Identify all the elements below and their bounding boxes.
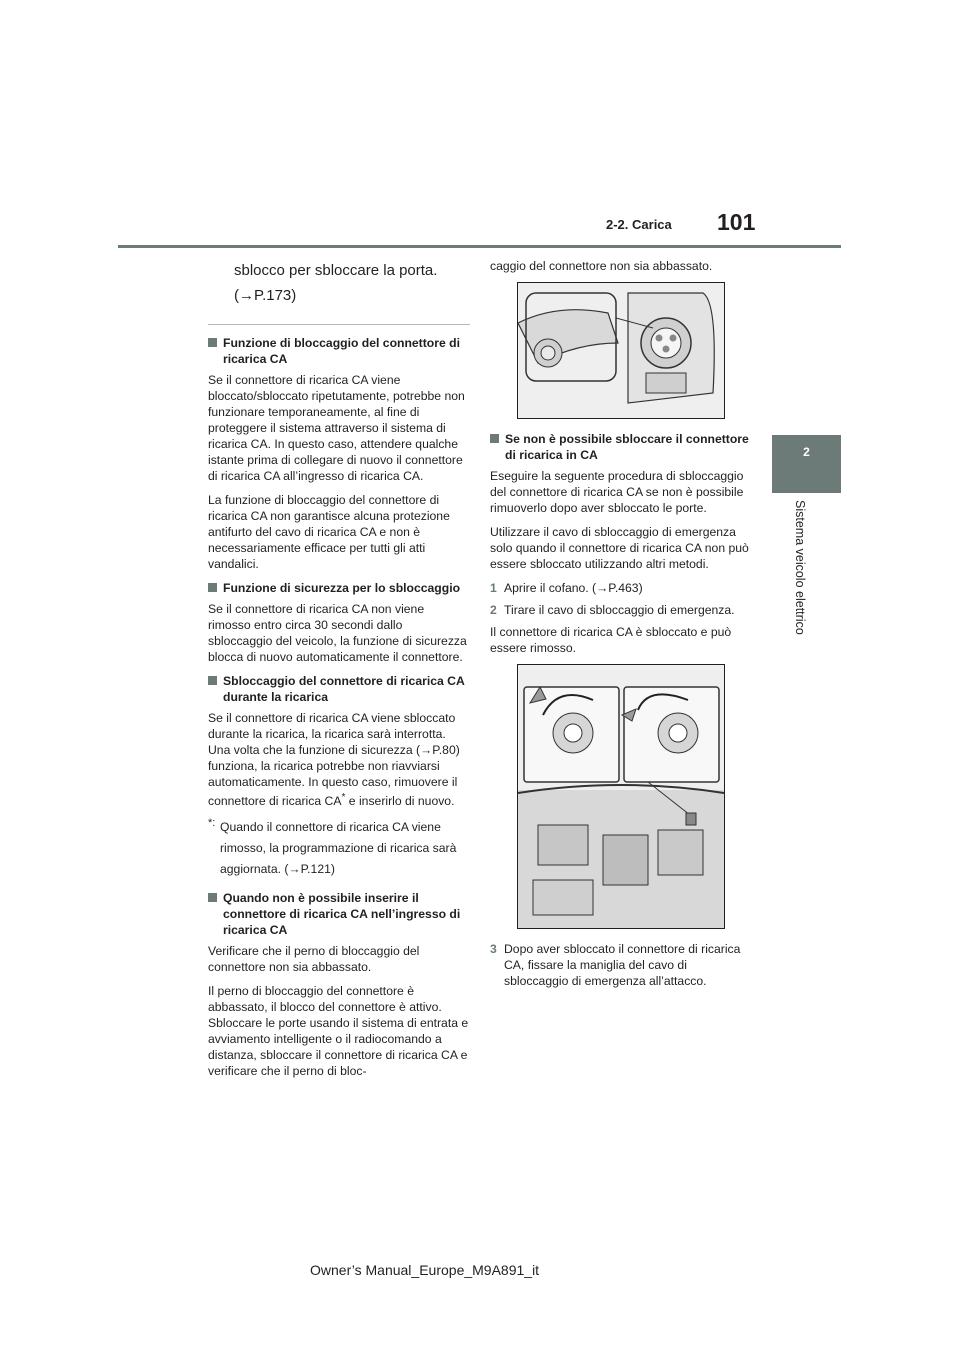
paragraph: Se il connettore di ricarica CA viene bloccato/sbloccato ripetutamente, potrebbe non funzionare temporaneamente, al fine di proteggere il sistema attraverso il sistema di ricarica CA. In questo caso, attendere qualche istante prima di collegare di nuovo il connettore di ricarica CA all’ingresso di ricarica CA.	[208, 373, 465, 483]
paragraph-text: e inserirlo di nuovo.	[345, 794, 455, 809]
lead-line-2: (→P.173)	[234, 287, 297, 304]
chapter-tab-number: 2	[803, 445, 810, 459]
chapter-tab-title: Sistema veicolo elettrico	[793, 500, 807, 635]
paragraph: Utilizzare il cavo di sbloccaggio di emergenza solo quando il connettore di ricarica CA non può essere sbloccato utilizzando altri metodi.	[490, 525, 749, 571]
header-rule	[118, 245, 841, 248]
step-text: Dopo aver sbloccato il connettore di ricarica CA, fissare la maniglia del cavo di sbloccaggio di emergenza all’attacco.	[504, 942, 741, 988]
section-heading	[490, 431, 752, 463]
step-number: 3	[490, 942, 497, 956]
section-heading	[208, 580, 470, 596]
step-number: 2	[490, 603, 497, 617]
step-number: 1	[490, 581, 497, 595]
emergency-release-illustration	[517, 664, 725, 929]
square-bullet-icon	[208, 338, 217, 347]
section-divider	[208, 324, 470, 325]
charging-port-illustration	[517, 282, 725, 419]
section-heading-text: Funzione di sicurezza per lo sbloccaggio	[223, 581, 461, 595]
section-heading-text: Sbloccaggio del connettore di ricarica CA durante la ricarica	[223, 674, 465, 704]
paragraph: Se il connettore di ricarica CA non viene rimosso entro circa 30 secondi dallo sbloccaggio del veicolo, la funzione di sicurezza blocca di nuovo automaticamente il connettore.	[208, 602, 467, 664]
page-number: 101	[717, 209, 756, 235]
footnote-text: Quando il connettore di ricarica CA viene rimosso, la programmazione di ricarica sarà aggiornata. (→P.121)	[220, 820, 457, 877]
section-heading	[208, 890, 470, 938]
procedure-step	[490, 602, 752, 618]
procedure-step	[490, 941, 752, 989]
square-bullet-icon	[208, 893, 217, 902]
paragraph: La funzione di bloccaggio del connettore di ricarica CA non garantisce alcuna protezione antifurto del cavo di ricarica CA e non è necessariamente efficace per tutti gli atti vandalici.	[208, 493, 450, 571]
paragraph: Il perno di bloccaggio del connettore è abbassato, il blocco del connettore è attivo. Sbloccare le porte usando il sistema di entrata e avviamento intelligente o il radiocomando a distanza, sbloccare il connettore di ricarica CA e verificare che il perno di bloc-	[208, 984, 469, 1079]
paragraph: caggio del connettore non sia abbassato.	[490, 259, 713, 273]
section-label: 2-2. Carica	[606, 217, 672, 232]
emergency-release-drawing	[518, 665, 724, 928]
charging-port-drawing	[518, 283, 724, 418]
square-bullet-icon	[208, 676, 217, 685]
paragraph: Eseguire la seguente procedura di sbloccaggio del connettore di ricarica CA se non è possibile rimuoverlo dopo aver sbloccato le porte.	[490, 469, 744, 515]
square-bullet-icon	[490, 434, 499, 443]
step-text: Tirare il cavo di sbloccaggio di emergenza.	[504, 603, 735, 617]
paragraph: Il connettore di ricarica CA è sbloccato e può essere rimosso.	[490, 625, 732, 655]
footnote	[208, 817, 470, 880]
lead-line-1: sblocco per sbloccare la porta.	[234, 262, 438, 279]
section-heading	[208, 335, 470, 367]
paragraph-text: Se il connettore di ricarica CA viene sbloccato durante la ricarica, la ricarica sarà interrotta. Una volta che la funzione di sicurezza (→P.80) funziona, la ricarica potrebbe non riavviarsi automaticamente. In questo caso, rimuovere il connettore di ricarica CA	[208, 711, 460, 809]
chapter-tab	[772, 435, 841, 493]
section-heading-text: Funzione di bloccaggio del connettore di ricarica CA	[223, 336, 460, 366]
step-text: Aprire il cofano. (→P.463)	[504, 581, 643, 595]
left-column	[208, 258, 470, 1087]
section-heading-text: Quando non è possibile inserire il connettore di ricarica CA nell’ingresso di ricarica CA	[223, 891, 461, 938]
paragraph: Verificare che il perno di bloccaggio del connettore non sia abbassato.	[208, 944, 420, 975]
section-heading-text: Se non è possibile sbloccare il connettore di ricarica in CA	[505, 432, 749, 462]
procedure-step	[490, 580, 752, 596]
square-bullet-icon	[208, 583, 217, 592]
right-column	[490, 258, 752, 995]
paragraph	[208, 710, 470, 809]
footnote-marker: *:	[208, 817, 216, 830]
footnote-mark: *	[341, 792, 346, 803]
footer-manual-id: Owner’s Manual_Europe_M9A891_it	[310, 1262, 540, 1278]
section-heading	[208, 673, 470, 705]
